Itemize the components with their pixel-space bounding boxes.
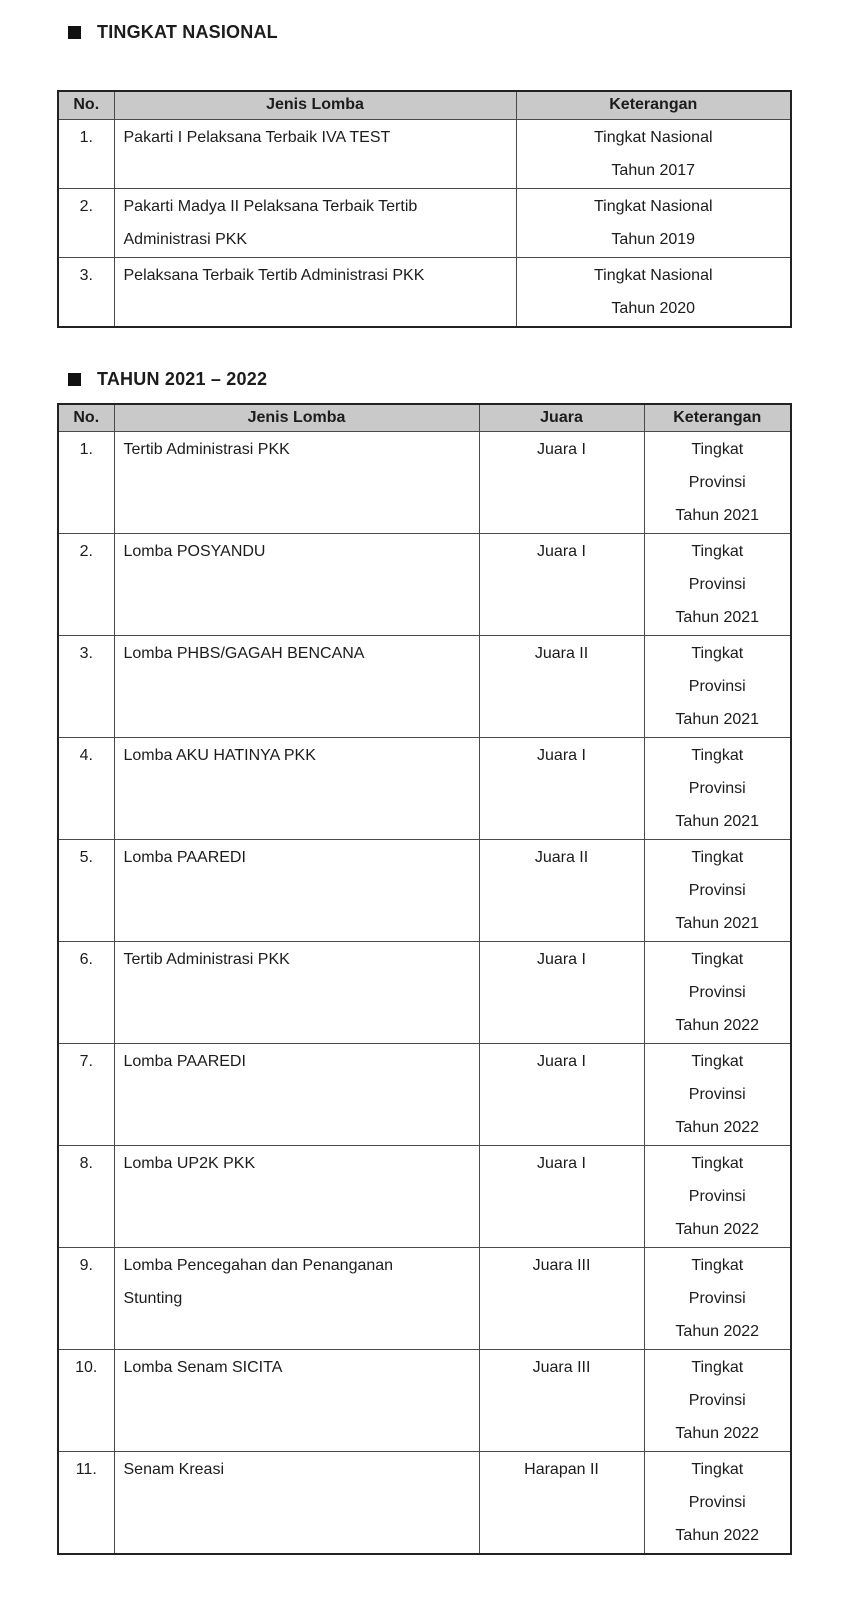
cell-keterangan: [644, 840, 791, 942]
cell-line: Tingkat Nasional: [593, 266, 713, 284]
cell-jenis: [114, 432, 479, 534]
cell-keterangan: [644, 636, 791, 738]
table-row: [58, 188, 791, 257]
column-header-jenis: Jenis Lomba: [114, 91, 516, 119]
cell-line: Provinsi: [688, 1392, 746, 1409]
cell-no: 9.: [58, 1248, 114, 1350]
cell-line: Tingkat: [691, 645, 744, 662]
cell-line: Pelaksana Terbaik Tertib Administrasi PKK: [123, 266, 425, 284]
cell-line: Provinsi: [688, 780, 746, 797]
column-header-keterangan: Keterangan: [644, 404, 791, 432]
table-row: [58, 1044, 791, 1146]
cell-line: Lomba POSYANDU: [123, 543, 266, 560]
cell-line: Lomba Senam SICITA: [123, 1359, 283, 1376]
cell-line: Tingkat: [691, 747, 744, 764]
cell-line: Pakarti Madya II Pelaksana Terbaik Tertib: [123, 197, 418, 215]
cell-no: 11.: [58, 1452, 114, 1555]
cell-line: Tingkat Nasional: [593, 197, 713, 215]
table-row: [58, 432, 791, 534]
cell-juara: Juara I: [479, 1044, 644, 1146]
cell-no: 2.: [58, 188, 114, 257]
column-header-no: No.: [58, 404, 114, 432]
cell-jenis: [114, 738, 479, 840]
cell-no: 5.: [58, 840, 114, 942]
cell-line: Tahun 2022: [675, 1527, 760, 1544]
cell-no: 1.: [58, 432, 114, 534]
cell-line: Tahun 2022: [675, 1017, 760, 1034]
cell-jenis: [114, 1452, 479, 1555]
cell-line: Tahun 2021: [675, 609, 760, 626]
cell-line: Tertib Administrasi PKK: [123, 441, 290, 458]
header-row: [58, 91, 791, 119]
cell-no: 10.: [58, 1350, 114, 1452]
cell-juara: Juara II: [479, 840, 644, 942]
cell-no: 3.: [58, 257, 114, 327]
column-header-no: No.: [58, 91, 114, 119]
section-heading: [68, 369, 792, 390]
cell-line: Tingkat Nasional: [593, 128, 713, 146]
cell-keterangan: [644, 1146, 791, 1248]
awards-table-provincial: [57, 403, 792, 1556]
table-row: [58, 119, 791, 188]
table-row: [58, 636, 791, 738]
cell-line: Provinsi: [688, 1086, 746, 1103]
cell-keterangan: [644, 432, 791, 534]
cell-line: Tahun 2022: [675, 1119, 760, 1136]
cell-keterangan: [644, 1248, 791, 1350]
cell-line: Tertib Administrasi PKK: [123, 951, 290, 968]
cell-line: Tingkat: [691, 441, 744, 458]
table-row: [58, 1146, 791, 1248]
table-row: [58, 942, 791, 1044]
cell-line: Stunting: [123, 1290, 183, 1307]
cell-jenis: [114, 840, 479, 942]
section-heading-text: TAHUN 2021 – 2022: [97, 368, 268, 389]
cell-jenis: [114, 942, 479, 1044]
cell-juara: Juara I: [479, 942, 644, 1044]
cell-line: Tahun 2019: [611, 230, 696, 248]
cell-keterangan: [644, 534, 791, 636]
table-row: [58, 257, 791, 327]
table-row: [58, 534, 791, 636]
cell-jenis: [114, 188, 516, 257]
cell-line: Provinsi: [688, 1494, 746, 1511]
cell-no: 8.: [58, 1146, 114, 1248]
cell-line: Tahun 2020: [611, 299, 696, 317]
cell-no: 3.: [58, 636, 114, 738]
column-header-juara: Juara: [479, 404, 644, 432]
cell-line: Tahun 2021: [675, 915, 760, 932]
bullet-square-icon: [68, 373, 81, 386]
cell-line: Tahun 2022: [675, 1221, 760, 1238]
table-row: [58, 1350, 791, 1452]
cell-line: Tingkat: [691, 1257, 744, 1274]
cell-no: 6.: [58, 942, 114, 1044]
cell-jenis: [114, 636, 479, 738]
table-row: [58, 840, 791, 942]
cell-juara: Juara I: [479, 432, 644, 534]
table-row: [58, 1452, 791, 1555]
cell-juara: Juara III: [479, 1350, 644, 1452]
section-tahun-2021-2022: [57, 369, 792, 1556]
column-header-keterangan: Keterangan: [516, 91, 791, 119]
cell-line: Lomba AKU HATINYA PKK: [123, 747, 316, 764]
section-heading-text: TINGKAT NASIONAL: [97, 22, 278, 42]
cell-line: Tingkat: [691, 1053, 744, 1070]
cell-line: Lomba PHBS/GAGAH BENCANA: [123, 645, 365, 662]
cell-line: Lomba UP2K PKK: [123, 1155, 256, 1172]
cell-keterangan: [644, 1350, 791, 1452]
cell-line: Tingkat: [691, 951, 744, 968]
cell-line: Tahun 2022: [675, 1425, 760, 1442]
section-heading: [68, 22, 792, 43]
cell-no: 7.: [58, 1044, 114, 1146]
cell-jenis: [114, 1350, 479, 1452]
cell-juara: Harapan II: [479, 1452, 644, 1555]
section-tingkat-nasional: [57, 22, 792, 328]
table-row: [58, 738, 791, 840]
cell-keterangan: [516, 257, 791, 327]
cell-line: Provinsi: [688, 1188, 746, 1205]
cell-juara: Juara I: [479, 534, 644, 636]
cell-juara: Juara I: [479, 1146, 644, 1248]
table-row: [58, 1248, 791, 1350]
cell-line: Tingkat: [691, 543, 744, 560]
cell-line: Administrasi PKK: [123, 230, 248, 248]
cell-line: Provinsi: [688, 474, 746, 491]
cell-jenis: [114, 534, 479, 636]
cell-jenis: [114, 119, 516, 188]
awards-table-national: [57, 90, 792, 328]
cell-juara: Juara III: [479, 1248, 644, 1350]
cell-line: Tahun 2017: [611, 161, 696, 179]
cell-line: Tahun 2022: [675, 1323, 760, 1340]
cell-keterangan: [644, 942, 791, 1044]
cell-line: Tahun 2021: [675, 711, 760, 728]
cell-line: Tingkat: [691, 1461, 744, 1478]
cell-line: Tingkat: [691, 849, 744, 866]
cell-line: Senam Kreasi: [123, 1461, 224, 1478]
cell-keterangan: [644, 1452, 791, 1555]
cell-line: Provinsi: [688, 678, 746, 695]
cell-keterangan: [516, 119, 791, 188]
cell-keterangan: [644, 738, 791, 840]
cell-line: Tingkat: [691, 1359, 744, 1376]
cell-line: Lomba PAAREDI: [123, 1053, 246, 1070]
cell-jenis: [114, 257, 516, 327]
cell-line: Lomba PAAREDI: [123, 849, 246, 866]
cell-juara: Juara I: [479, 738, 644, 840]
cell-no: 4.: [58, 738, 114, 840]
header-row: [58, 404, 791, 432]
cell-line: Provinsi: [688, 576, 746, 593]
cell-keterangan: [644, 1044, 791, 1146]
cell-line: Provinsi: [688, 882, 746, 899]
cell-line: Tahun 2021: [675, 813, 760, 830]
cell-no: 2.: [58, 534, 114, 636]
cell-line: Tingkat: [691, 1155, 744, 1172]
cell-jenis: [114, 1146, 479, 1248]
cell-line: Provinsi: [688, 1290, 746, 1307]
cell-line: Tahun 2021: [675, 507, 760, 524]
cell-no: 1.: [58, 119, 114, 188]
cell-jenis: [114, 1044, 479, 1146]
column-header-jenis: Jenis Lomba: [114, 404, 479, 432]
cell-juara: Juara II: [479, 636, 644, 738]
cell-line: Provinsi: [688, 984, 746, 1001]
bullet-square-icon: [68, 26, 81, 39]
cell-line: Pakarti I Pelaksana Terbaik IVA TEST: [123, 128, 391, 146]
cell-line: Lomba Pencegahan dan Penanganan: [123, 1257, 394, 1274]
cell-jenis: [114, 1248, 479, 1350]
cell-keterangan: [516, 188, 791, 257]
